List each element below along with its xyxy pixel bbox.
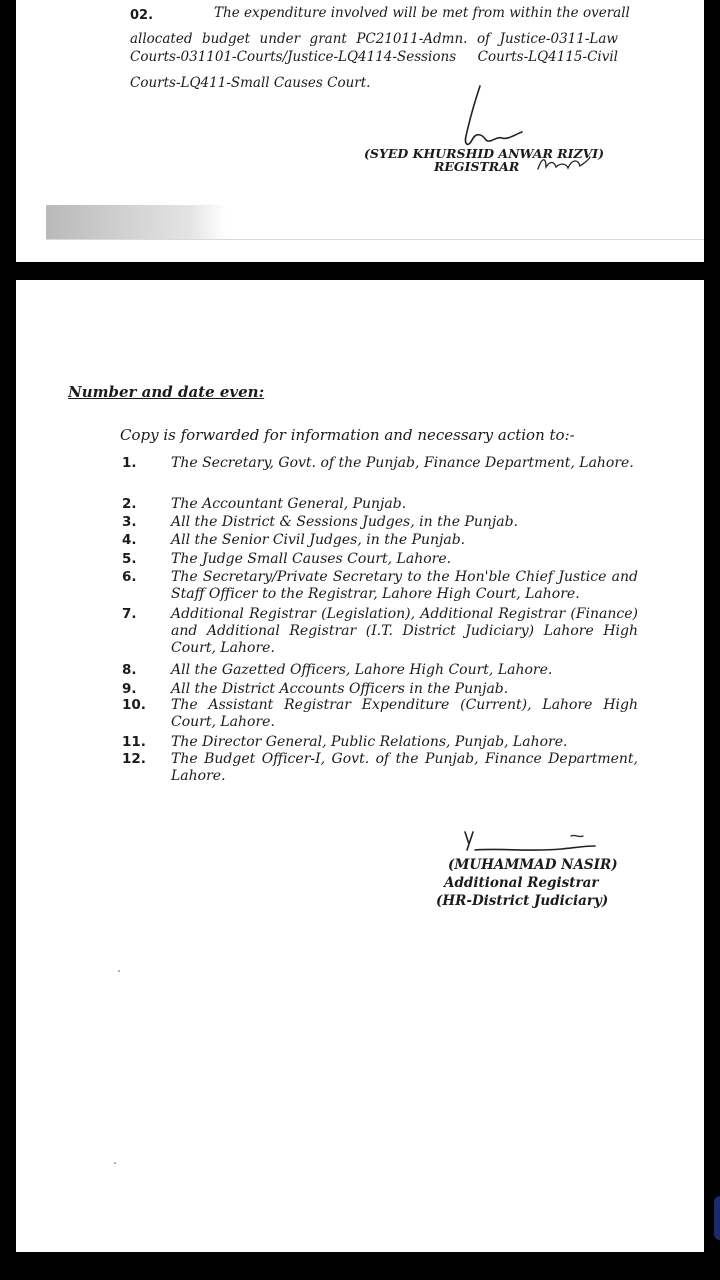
document-page-top (16, 0, 704, 262)
item-number: 8. (122, 662, 137, 678)
handwritten-initial (536, 153, 592, 173)
additional-registrar-signature (461, 828, 601, 858)
scan-shadow (46, 205, 226, 239)
page-edge-shadow (46, 239, 704, 240)
item-number: 9. (122, 681, 137, 697)
paragraph-line: The expenditure involved will be met from within the overall (214, 5, 630, 21)
item-number: 11. (122, 734, 146, 750)
item-number: 12. (122, 751, 146, 767)
item-number: 1. (122, 455, 137, 471)
item-number: 5. (122, 551, 137, 567)
document-page-bottom (16, 280, 704, 1252)
item-text: The Secretary, Govt. of the Punjab, Finance Department, Lahore. (171, 455, 634, 471)
item-text: The Director General, Public Relations, Punjab, Lahore. (171, 734, 568, 750)
item-number: 10. (122, 697, 146, 713)
item-text: The Accountant General, Punjab. (171, 496, 407, 512)
reference-heading: Number and date even: (68, 383, 265, 401)
screen-edge-handle[interactable] (714, 1196, 720, 1240)
item-text: The Budget Officer-I, Govt. of the Punjab, Finance Department, Lahore. (171, 751, 638, 784)
item-number: 2. (122, 496, 137, 512)
paragraph-line: allocated budget under grant PC21011-Admn. of Justice-0311-Law (130, 31, 618, 47)
item-text: All the Senior Civil Judges, in the Punjab. (171, 532, 466, 548)
item-text: The Secretary/Private Secretary to the Hon'ble Chief Justice and Staff Officer to the Registrar, Lahore High Court, Lahore. (171, 569, 638, 602)
registrar-signature (446, 84, 536, 154)
forwarding-intro: Copy is forwarded for information and necessary action to:- (120, 426, 575, 444)
item-number: 3. (122, 514, 137, 530)
item-number: 7. (122, 606, 137, 622)
paragraph-number: 02. (130, 8, 154, 23)
item-text: The Judge Small Causes Court, Lahore. (171, 551, 452, 567)
item-text: All the District & Sessions Judges, in the Punjab. (171, 514, 519, 530)
scan-speck (114, 1162, 116, 1164)
item-number: 6. (122, 569, 137, 585)
item-text: Additional Registrar (Legislation), Additional Registrar (Finance) and Additional Registrar (I.T. District Judiciary) Lahore High Court, Lahore. (171, 606, 638, 656)
paragraph-line: Courts-LQ411-Small Causes Court. (130, 75, 371, 91)
paragraph-line: Courts-031101-Courts/Justice-LQ4114-Sessions Courts-LQ4115-Civil (130, 49, 618, 65)
item-text: All the District Accounts Officers in the Punjab. (171, 681, 509, 697)
additional-registrar-title: Additional Registrar (444, 875, 599, 891)
additional-registrar-name: (MUHAMMAD NASIR) (448, 857, 618, 873)
additional-registrar-department: (HR-District Judiciary) (436, 893, 609, 909)
registrar-title: REGISTRAR (434, 159, 520, 174)
item-text: The Assistant Registrar Expenditure (Current), Lahore High Court, Lahore. (171, 697, 638, 730)
scan-speck (118, 970, 120, 972)
registrar-name: (SYED KHURSHID ANWAR RIZVI) (364, 146, 605, 161)
item-number: 4. (122, 532, 137, 548)
item-text: All the Gazetted Officers, Lahore High Court, Lahore. (171, 662, 553, 678)
